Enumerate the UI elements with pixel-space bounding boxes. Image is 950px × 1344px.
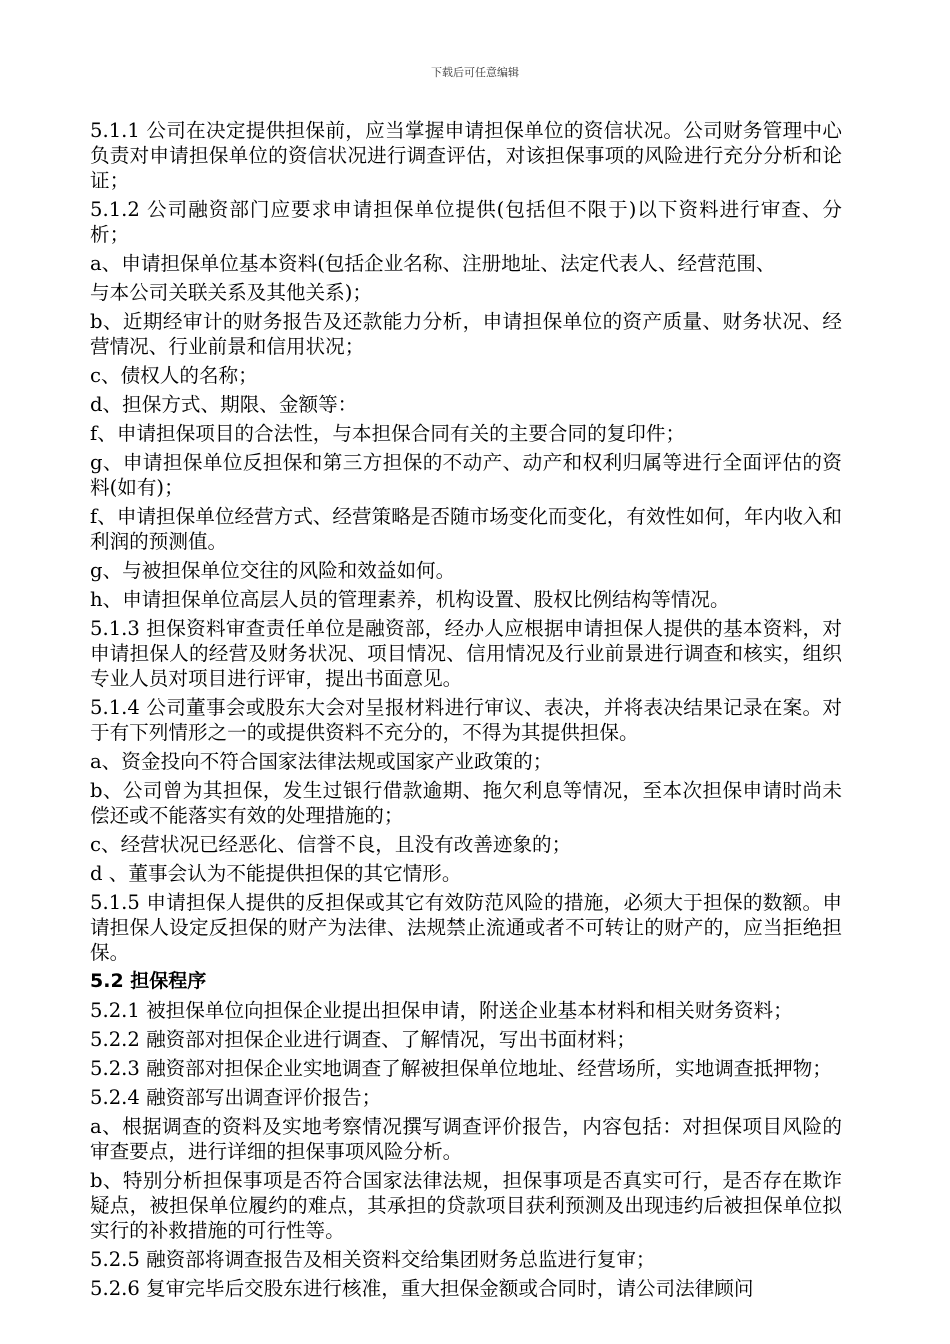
paragraph: 与本公司关联关系及其他关系)； [90,281,372,304]
paragraph: c、经营状况已经恶化、信誉不良，且没有改善迹象的； [90,833,572,856]
paragraph: 5.2.1 被担保单位向担保企业提出担保申请，附送企业基本材料和相关财务资料； [90,999,793,1022]
paragraph: f、申请担保单位经营方式、经营策略是否随市场变化而变化，有效性如何，年内收入和利润的预测值。 [90,505,842,553]
section-heading: 5.2 担保程序 [90,970,207,992]
paragraph: b、特别分析担保事项是否符合国家法律法规，担保事项是否真实可行，是否存在欺诈疑点，被担保单位履约的难点，其承担的贷款项目获利预测及出现违约后被担保单位拟实行的补救措施的可行性等。 [90,1169,842,1242]
paragraph: g、申请担保单位反担保和第三方担保的不动产、动产和权利归属等进行全面评估的资料(如有)； [90,451,842,499]
paragraph: a、申请担保单位基本资料(包括企业名称、注册地址、法定代表人、经营范围、 [90,252,776,275]
paragraph: b、公司曾为其担保，发生过银行借款逾期、拖欠利息等情况，至本次担保申请时尚未偿还或不能落实有效的处理措施的； [90,779,842,827]
paragraph: h、申请担保单位高层人员的管理素养，机构设置、股权比例结构等情况。 [90,588,730,611]
paragraph: 5.2.3 融资部对担保企业实地调查了解被担保单位地址、经营场所，实地调查抵押物； [90,1057,832,1080]
paragraph: a、资金投向不符合国家法律法规或国家产业政策的； [90,750,553,773]
paragraph: g、与被担保单位交往的风险和效益如何。 [90,559,456,582]
paragraph: 5.1.5 申请担保人提供的反担保或其它有效防范风险的措施，必须大于担保的数额。申请担保人设定反担保的财产为法律、法规禁止流通或者不可转让的财产的，应当拒绝担保。 [90,891,842,964]
paragraph: 5.1.1 公司在决定提供担保前，应当掌握申请担保单位的资信状况。公司财务管理中心负责对申请担保单位的资信状况进行调查评估，对该担保事项的风险进行充分分析和论证； [90,119,842,192]
page-header: 下载后可任意编辑 [431,66,519,79]
paragraph: 5.2.2 融资部对担保企业进行调查、了解情况，写出书面材料； [90,1028,636,1051]
paragraph: f、申请担保项目的合法性，与本担保合同有关的主要合同的复印件； [90,422,686,445]
paragraph: a、根据调查的资料及实地考察情况撰写调查评价报告，内容包括：对担保项目风险的审查要点，进行详细的担保事项风险分析。 [90,1115,842,1163]
paragraph: 5.2.4 融资部写出调查评价报告； [90,1086,382,1109]
document-body [90,118,842,1305]
paragraph: d 、董事会认为不能提供担保的其它情形。 [90,862,462,885]
paragraph: 5.1.4 公司董事会或股东大会对呈报材料进行审议、表决，并将表决结果记录在案。对于有下列情形之一的或提供资料不充分的，不得为其提供担保。 [90,696,842,744]
paragraph: c、债权人的名称； [90,364,258,387]
paragraph: 5.2.5 融资部将调查报告及相关资料交给集团财务总监进行复审； [90,1248,656,1271]
paragraph: b、近期经审计的财务报告及还款能力分析，申请担保单位的资产质量、财务状况、经营情况、行业前景和信用状况； [90,310,842,358]
paragraph: 5.1.2 公司融资部门应要求申请担保单位提供(包括但不限于)以下资料进行审查、分析； [90,198,842,246]
paragraph: 5.1.3 担保资料审查责任单位是融资部，经办人应根据申请担保人提供的基本资料，对申请担保人的经营及财务状况、项目情况、信用情况及行业前景进行调查和核实，组织专业人员对项目进行评审，提出书面意见。 [90,617,842,690]
paragraph: d、担保方式、期限、金额等： [90,393,358,416]
paragraph: 5.2.6 复审完毕后交股东进行核准，重大担保金额或合同时，请公司法律顾问 [90,1277,754,1300]
